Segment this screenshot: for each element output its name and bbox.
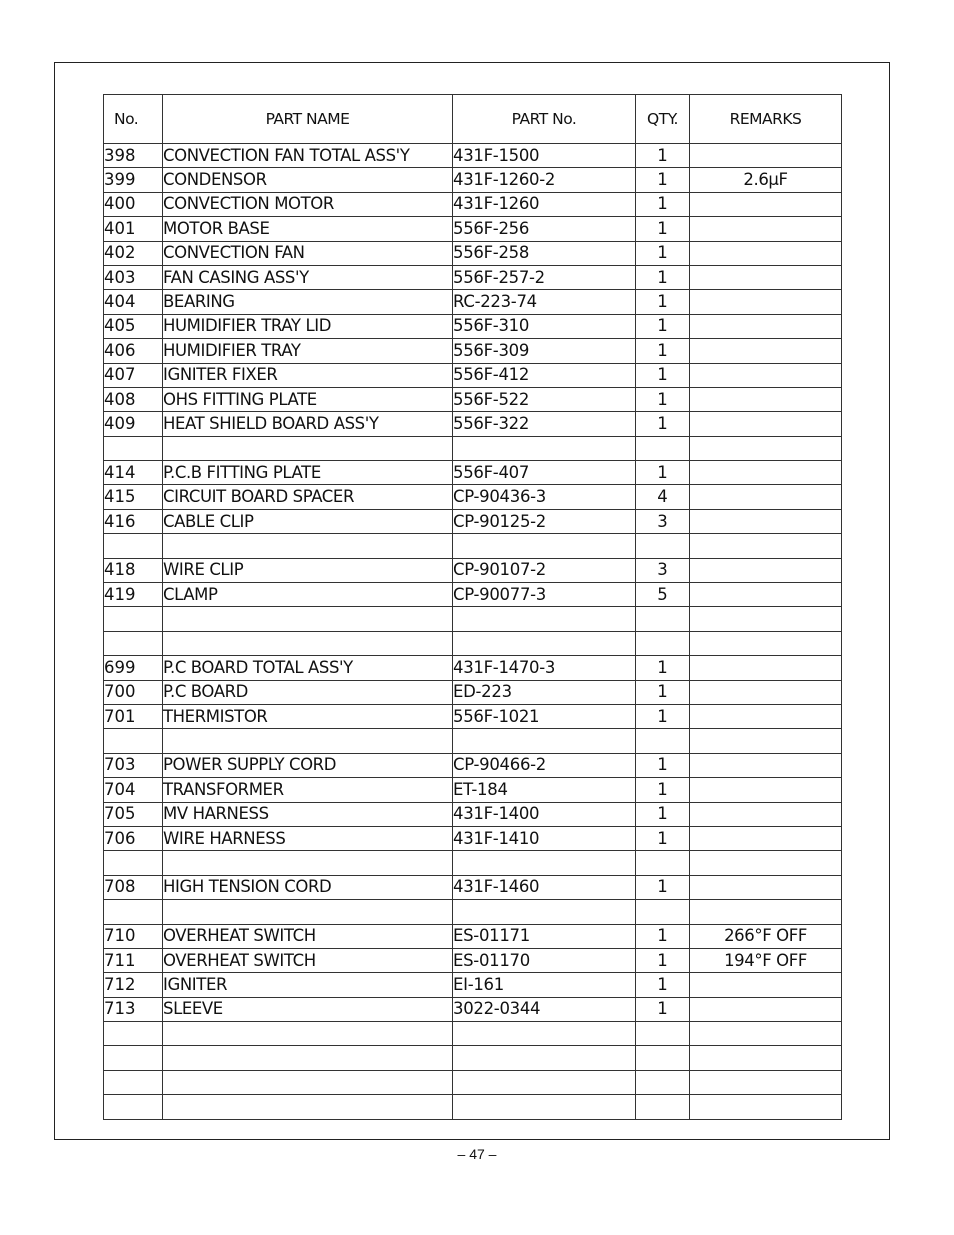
cell-item-no: 700 (104, 680, 163, 704)
cell-remarks (690, 363, 842, 387)
cell-item-no: 710 (104, 924, 163, 948)
cell-part-number (453, 1070, 636, 1094)
table-row (104, 387, 842, 411)
cell-remarks (690, 973, 842, 997)
cell-part-number: 556F-322 (453, 412, 636, 436)
cell-part-name: POWER SUPPLY CORD (163, 753, 453, 777)
cell-part-number: CP-90466-2 (453, 753, 636, 777)
header-part-no: PART No. (453, 95, 636, 144)
cell-remarks (690, 290, 842, 314)
cell-remarks (690, 265, 842, 289)
cell-item-no: 712 (104, 973, 163, 997)
cell-item-no: 701 (104, 704, 163, 728)
cell-part-name: P.C BOARD TOTAL ASS'Y (163, 656, 453, 680)
cell-quantity: 1 (636, 997, 690, 1021)
cell-part-number: CP-90107-2 (453, 558, 636, 582)
cell-part-number: CP-90436-3 (453, 485, 636, 509)
cell-quantity: 4 (636, 485, 690, 509)
cell-remarks (690, 900, 842, 924)
cell-quantity (636, 607, 690, 631)
cell-part-name (163, 1070, 453, 1094)
cell-part-name: OHS FITTING PLATE (163, 387, 453, 411)
cell-part-number (453, 436, 636, 460)
table-row (104, 1046, 842, 1070)
cell-part-number (453, 851, 636, 875)
cell-remarks (690, 826, 842, 850)
cell-part-name: CABLE CLIP (163, 509, 453, 533)
table-row (104, 753, 842, 777)
cell-part-name (163, 607, 453, 631)
cell-part-number (453, 534, 636, 558)
cell-remarks (690, 339, 842, 363)
cell-quantity: 1 (636, 144, 690, 168)
cell-part-name: BEARING (163, 290, 453, 314)
cell-remarks (690, 241, 842, 265)
table-row (104, 802, 842, 826)
cell-quantity (636, 1070, 690, 1094)
cell-part-number (453, 607, 636, 631)
cell-quantity: 1 (636, 461, 690, 485)
table-row (104, 826, 842, 850)
cell-remarks (690, 558, 842, 582)
cell-remarks (690, 412, 842, 436)
table-row (104, 778, 842, 802)
cell-item-no (104, 631, 163, 655)
table-row (104, 997, 842, 1021)
cell-part-name (163, 1095, 453, 1119)
cell-part-name (163, 436, 453, 460)
cell-remarks (690, 802, 842, 826)
cell-part-name: OVERHEAT SWITCH (163, 948, 453, 972)
cell-part-number: 556F-256 (453, 217, 636, 241)
cell-part-number: CP-90077-3 (453, 583, 636, 607)
cell-item-no: 416 (104, 509, 163, 533)
header-remarks: REMARKS (690, 95, 842, 144)
table-row (104, 924, 842, 948)
cell-remarks (690, 1070, 842, 1094)
table-row (104, 192, 842, 216)
table-row (104, 704, 842, 728)
cell-part-number: RC-223-74 (453, 290, 636, 314)
cell-quantity (636, 900, 690, 924)
table-row (104, 948, 842, 972)
cell-quantity (636, 851, 690, 875)
cell-part-name (163, 900, 453, 924)
cell-remarks (690, 583, 842, 607)
cell-part-name (163, 1022, 453, 1046)
cell-item-no (104, 729, 163, 753)
table-row (104, 1070, 842, 1094)
cell-part-number: 556F-522 (453, 387, 636, 411)
cell-remarks (690, 387, 842, 411)
table-row (104, 534, 842, 558)
cell-part-number: 431F-1500 (453, 144, 636, 168)
cell-quantity: 1 (636, 875, 690, 899)
cell-part-number: 431F-1260 (453, 192, 636, 216)
cell-part-name (163, 631, 453, 655)
cell-quantity (636, 1022, 690, 1046)
cell-remarks (690, 192, 842, 216)
cell-quantity: 1 (636, 680, 690, 704)
cell-item-no (104, 607, 163, 631)
cell-remarks (690, 461, 842, 485)
cell-part-number: 556F-257-2 (453, 265, 636, 289)
cell-part-number (453, 1022, 636, 1046)
table-row (104, 729, 842, 753)
cell-quantity: 1 (636, 168, 690, 192)
cell-part-number: 556F-407 (453, 461, 636, 485)
cell-item-no: 414 (104, 461, 163, 485)
cell-quantity: 1 (636, 412, 690, 436)
cell-item-no: 404 (104, 290, 163, 314)
table-row (104, 973, 842, 997)
cell-item-no (104, 851, 163, 875)
header-no: No. (104, 95, 163, 144)
cell-remarks (690, 607, 842, 631)
cell-part-number: 3022-0344 (453, 997, 636, 1021)
table-row (104, 485, 842, 509)
table-row (104, 436, 842, 460)
cell-remarks (690, 753, 842, 777)
cell-item-no: 407 (104, 363, 163, 387)
cell-quantity: 1 (636, 290, 690, 314)
table-header-row (104, 95, 842, 144)
cell-part-number: ET-184 (453, 778, 636, 802)
cell-item-no: 401 (104, 217, 163, 241)
cell-quantity (636, 631, 690, 655)
cell-quantity: 1 (636, 387, 690, 411)
cell-remarks (690, 680, 842, 704)
table-row (104, 656, 842, 680)
cell-item-no: 398 (104, 144, 163, 168)
cell-part-number: EI-161 (453, 973, 636, 997)
cell-part-number: 431F-1460 (453, 875, 636, 899)
cell-part-number: 431F-1470-3 (453, 656, 636, 680)
cell-item-no: 418 (104, 558, 163, 582)
cell-item-no: 409 (104, 412, 163, 436)
table-row (104, 314, 842, 338)
cell-quantity: 1 (636, 802, 690, 826)
cell-remarks (690, 436, 842, 460)
cell-remarks (690, 997, 842, 1021)
cell-part-name: HUMIDIFIER TRAY (163, 339, 453, 363)
cell-item-no (104, 436, 163, 460)
header-qty: QTY. (636, 95, 690, 144)
cell-part-number: 431F-1400 (453, 802, 636, 826)
cell-part-name (163, 1046, 453, 1070)
parts-list-table (103, 94, 842, 1120)
table-row (104, 241, 842, 265)
table-row (104, 168, 842, 192)
cell-quantity (636, 729, 690, 753)
cell-item-no: 419 (104, 583, 163, 607)
cell-item-no: 403 (104, 265, 163, 289)
table-row (104, 217, 842, 241)
cell-quantity: 1 (636, 314, 690, 338)
cell-remarks: 2.6μF (690, 168, 842, 192)
cell-remarks (690, 1095, 842, 1119)
cell-part-name: TRANSFORMER (163, 778, 453, 802)
cell-quantity: 1 (636, 704, 690, 728)
cell-remarks (690, 509, 842, 533)
cell-part-number: 556F-309 (453, 339, 636, 363)
cell-quantity: 5 (636, 583, 690, 607)
cell-quantity: 1 (636, 265, 690, 289)
cell-quantity (636, 534, 690, 558)
cell-item-no: 408 (104, 387, 163, 411)
cell-remarks (690, 875, 842, 899)
cell-item-no: 402 (104, 241, 163, 265)
table-row (104, 265, 842, 289)
table-row (104, 509, 842, 533)
cell-quantity (636, 1095, 690, 1119)
cell-part-name: WIRE CLIP (163, 558, 453, 582)
cell-remarks (690, 778, 842, 802)
cell-item-no: 699 (104, 656, 163, 680)
cell-remarks: 194°F OFF (690, 948, 842, 972)
cell-remarks (690, 631, 842, 655)
cell-part-name: MOTOR BASE (163, 217, 453, 241)
cell-part-number (453, 900, 636, 924)
cell-item-no: 703 (104, 753, 163, 777)
cell-remarks (690, 144, 842, 168)
cell-part-number: ED-223 (453, 680, 636, 704)
cell-part-name (163, 729, 453, 753)
cell-part-name: OVERHEAT SWITCH (163, 924, 453, 948)
cell-quantity: 3 (636, 558, 690, 582)
cell-part-name: CIRCUIT BOARD SPACER (163, 485, 453, 509)
cell-remarks (690, 485, 842, 509)
cell-item-no (104, 1046, 163, 1070)
cell-part-number: 431F-1410 (453, 826, 636, 850)
table-row (104, 631, 842, 655)
cell-remarks (690, 656, 842, 680)
cell-quantity: 1 (636, 241, 690, 265)
cell-item-no: 399 (104, 168, 163, 192)
cell-item-no: 405 (104, 314, 163, 338)
cell-part-number (453, 631, 636, 655)
cell-part-name: IGNITER (163, 973, 453, 997)
cell-item-no (104, 1095, 163, 1119)
cell-remarks: 266°F OFF (690, 924, 842, 948)
cell-part-name: MV HARNESS (163, 802, 453, 826)
cell-item-no: 713 (104, 997, 163, 1021)
cell-part-name (163, 851, 453, 875)
cell-part-number: ES-01170 (453, 948, 636, 972)
cell-remarks (690, 314, 842, 338)
cell-part-name: FAN CASING ASS'Y (163, 265, 453, 289)
table-row (104, 607, 842, 631)
cell-remarks (690, 851, 842, 875)
cell-remarks (690, 217, 842, 241)
cell-quantity: 3 (636, 509, 690, 533)
cell-part-number: 556F-1021 (453, 704, 636, 728)
cell-item-no: 704 (104, 778, 163, 802)
cell-item-no: 406 (104, 339, 163, 363)
parts-table-body (104, 144, 842, 1120)
cell-part-name: P.C.B FITTING PLATE (163, 461, 453, 485)
cell-item-no: 705 (104, 802, 163, 826)
cell-part-name: THERMISTOR (163, 704, 453, 728)
cell-part-name: WIRE HARNESS (163, 826, 453, 850)
cell-item-no: 706 (104, 826, 163, 850)
cell-quantity: 1 (636, 924, 690, 948)
cell-part-name: HUMIDIFIER TRAY LID (163, 314, 453, 338)
table-row (104, 851, 842, 875)
cell-remarks (690, 534, 842, 558)
cell-part-name (163, 534, 453, 558)
cell-item-no (104, 1070, 163, 1094)
table-row (104, 412, 842, 436)
cell-item-no: 400 (104, 192, 163, 216)
table-row (104, 583, 842, 607)
cell-quantity: 1 (636, 753, 690, 777)
cell-quantity: 1 (636, 948, 690, 972)
cell-part-number: 431F-1260-2 (453, 168, 636, 192)
cell-quantity: 1 (636, 973, 690, 997)
cell-item-no (104, 900, 163, 924)
table-row (104, 461, 842, 485)
cell-part-name: CLAMP (163, 583, 453, 607)
cell-part-number (453, 729, 636, 753)
cell-quantity: 1 (636, 778, 690, 802)
cell-remarks (690, 729, 842, 753)
table-row (104, 680, 842, 704)
cell-quantity: 1 (636, 656, 690, 680)
cell-item-no (104, 534, 163, 558)
cell-part-name: CONVECTION FAN (163, 241, 453, 265)
cell-part-number: 556F-258 (453, 241, 636, 265)
cell-part-name: HEAT SHIELD BOARD ASS'Y (163, 412, 453, 436)
cell-quantity (636, 1046, 690, 1070)
table-row (104, 290, 842, 314)
cell-part-name: CONVECTION FAN TOTAL ASS'Y (163, 144, 453, 168)
page-frame (54, 62, 890, 1140)
table-row (104, 363, 842, 387)
table-row (104, 900, 842, 924)
cell-quantity: 1 (636, 363, 690, 387)
cell-quantity: 1 (636, 826, 690, 850)
cell-part-number: CP-90125-2 (453, 509, 636, 533)
cell-part-number (453, 1046, 636, 1070)
table-row (104, 1022, 842, 1046)
cell-quantity: 1 (636, 192, 690, 216)
table-row (104, 558, 842, 582)
table-row (104, 339, 842, 363)
cell-remarks (690, 1022, 842, 1046)
cell-part-name: SLEEVE (163, 997, 453, 1021)
cell-item-no (104, 1022, 163, 1046)
cell-part-name: IGNITER FIXER (163, 363, 453, 387)
table-row (104, 1095, 842, 1119)
cell-quantity (636, 436, 690, 460)
cell-part-number: 556F-412 (453, 363, 636, 387)
cell-part-number: 556F-310 (453, 314, 636, 338)
cell-remarks (690, 704, 842, 728)
cell-part-name: HIGH TENSION CORD (163, 875, 453, 899)
cell-part-number: ES-01171 (453, 924, 636, 948)
cell-remarks (690, 1046, 842, 1070)
cell-item-no: 711 (104, 948, 163, 972)
cell-item-no: 415 (104, 485, 163, 509)
cell-part-name: CONVECTION MOTOR (163, 192, 453, 216)
cell-quantity: 1 (636, 217, 690, 241)
table-row (104, 144, 842, 168)
cell-quantity: 1 (636, 339, 690, 363)
page-number: – 47 – (457, 1146, 497, 1162)
cell-item-no: 708 (104, 875, 163, 899)
cell-part-name: P.C BOARD (163, 680, 453, 704)
cell-part-name: CONDENSOR (163, 168, 453, 192)
table-row (104, 875, 842, 899)
header-part-name: PART NAME (163, 95, 453, 144)
cell-part-number (453, 1095, 636, 1119)
